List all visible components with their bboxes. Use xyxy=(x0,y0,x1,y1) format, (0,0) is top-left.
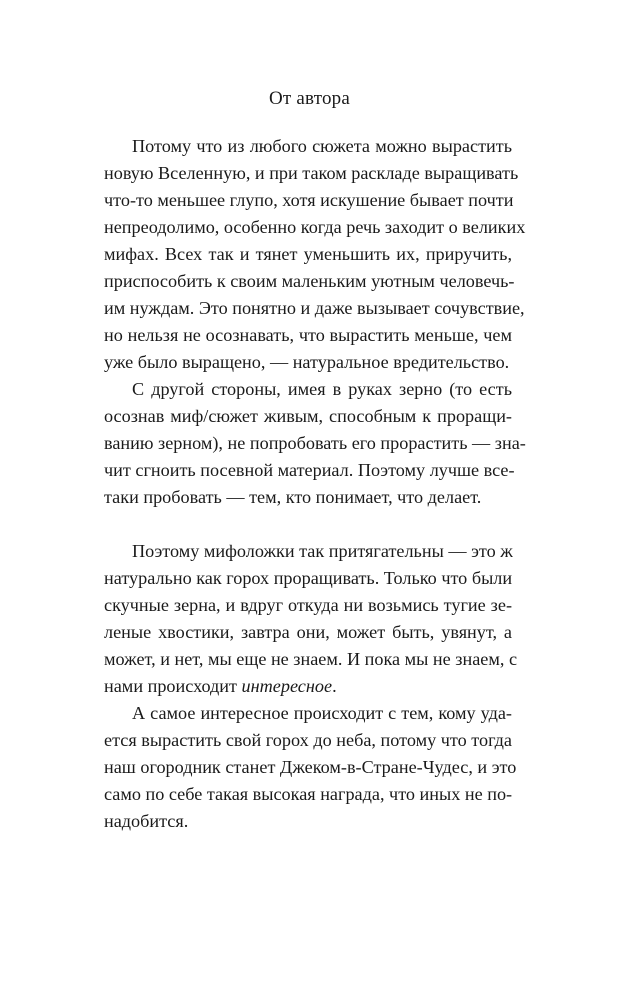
text-line xyxy=(104,673,512,700)
text-line: уже было выращено, — натуральное вредительство. xyxy=(104,352,510,372)
text-line: что-то меньшее глупо, хотя искушение бывает почти xyxy=(104,190,514,210)
text-line: мифах. Всех так и тянет уменьшить их, приручить, xyxy=(104,244,512,264)
text-line: само по себе такая высокая награда, что иных не по- xyxy=(104,784,513,804)
text-line: надобится. xyxy=(104,811,189,831)
text-line: ванию зерном), не попробовать его прорастить — зна- xyxy=(104,433,526,453)
text-line: приспособить к своим маленьким уютным человечь- xyxy=(104,271,515,291)
text-line: им нуждам. Это понятно и даже вызывает сочувствие, xyxy=(104,298,525,318)
text-line: новую Вселенную, и при таком раскладе выращивать xyxy=(104,163,519,183)
text-line: осознав миф/сюжет живым, способным к проращи- xyxy=(104,406,512,426)
text-line: но нельзя не осознавать, что вырастить меньше, чем xyxy=(104,325,512,345)
text-line: скучные зерна, и вдруг откуда ни возьмись тугие зе- xyxy=(104,595,512,615)
text-line: Поэтому мифоложки так притягательны — это ж xyxy=(132,541,513,561)
text-line: леные хвостики, завтра они, может быть, увянут, а xyxy=(104,622,512,642)
text-line: чит сгноить посевной материал. Поэтому лучше все- xyxy=(104,460,515,480)
text-line: натурально как горох проращивать. Только что были xyxy=(104,568,513,588)
text-line: наш огородник станет Джеком-в-Стране-Чудес, и это xyxy=(104,757,517,777)
text-line: таки пробовать — тем, кто понимает, что делает. xyxy=(104,487,482,507)
text-line: может, и нет, мы еще не знаем. И пока мы не знаем, с xyxy=(104,649,518,669)
text-run: . xyxy=(332,676,337,696)
italic-emphasis: интересное xyxy=(241,676,333,696)
text-line: ется вырастить свой горох до неба, потому что тогда xyxy=(104,730,512,750)
text-line: Потому что из любого сюжета можно вырастить xyxy=(132,136,512,156)
text-line: С другой стороны, имея в руках зерно (то есть xyxy=(132,379,512,399)
text-line: непреодолимо, особенно когда речь заходит о великих xyxy=(104,217,526,237)
text-line: А самое интересное происходит с тем, кому уда- xyxy=(132,703,512,723)
chapter-heading: От автора xyxy=(269,88,350,109)
text-run: нами происходит xyxy=(104,676,237,696)
